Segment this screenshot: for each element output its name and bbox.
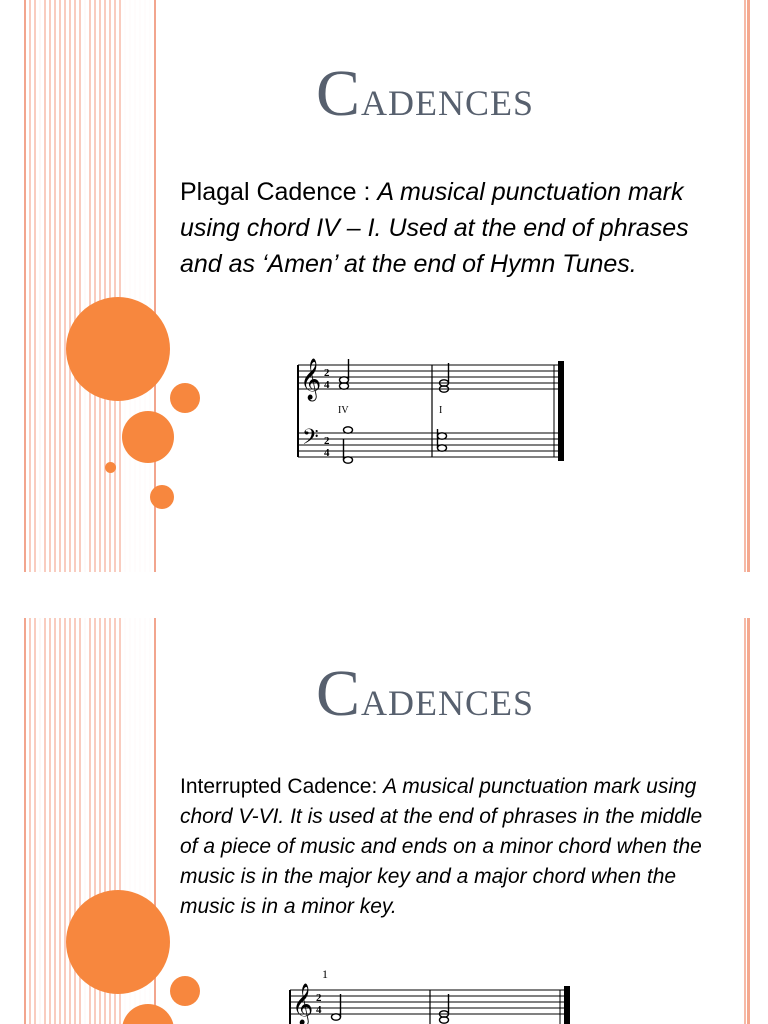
orange-circle-tiny	[105, 462, 116, 473]
time-signature-bottom: 4	[316, 1004, 322, 1016]
bass-clef-icon: 𝄢	[302, 425, 319, 454]
plagal-cadence-score	[292, 355, 568, 469]
time-signature-top: 2	[316, 992, 322, 1004]
orange-circle-small	[150, 485, 174, 509]
final-barline-thick	[558, 361, 564, 461]
term-separator: :	[356, 178, 378, 206]
stripe-line	[24, 618, 26, 1024]
chord-v-notes	[332, 994, 341, 1020]
treble-clef-icon: 𝄞	[300, 359, 322, 399]
chord-label-iv: IV	[338, 405, 349, 416]
measure-number: 1	[322, 967, 328, 981]
time-signature-top: 2	[324, 435, 330, 447]
final-barline-thick	[564, 986, 570, 1024]
chord-vi-notes	[440, 994, 449, 1023]
interrupted-cadence-score	[284, 964, 574, 1024]
term-separator: :	[371, 775, 384, 798]
right-stripe-decoration	[744, 618, 750, 1024]
time-signature-bottom: 4	[324, 447, 330, 459]
term-definition: A musical punctuation mark using chord IV – I. Used at the end of phrases and as ‘Amen’ at the end of Hymn Tunes.	[180, 178, 689, 278]
orange-circle-small	[170, 976, 200, 1006]
term-label: Interrupted Cadence	[180, 775, 372, 798]
slide-title: Cadences	[315, 657, 535, 730]
interrupted-cadence-text	[180, 772, 725, 922]
slide-gap	[0, 572, 768, 618]
left-stripes-decoration	[24, 0, 158, 572]
orange-circle-large	[66, 297, 170, 401]
orange-circle-small	[170, 383, 200, 413]
time-signature-top: 2	[324, 367, 330, 379]
term-label: Plagal Cadence	[180, 178, 357, 206]
orange-circle-large	[66, 890, 170, 994]
chord-label-i: I	[439, 405, 443, 416]
slide-2	[0, 618, 768, 1024]
time-signature-bottom: 4	[324, 379, 330, 391]
term-definition: A musical punctuation mark using chord V-VI. It is used at the end of phrases in the middle of a piece of music and ends on a minor chord when the music is in the major key and a major chord when the music is in a minor key.	[180, 775, 703, 918]
plagal-cadence-text	[180, 174, 710, 282]
treble-clef-icon: 𝄞	[292, 984, 314, 1024]
right-stripe-decoration	[744, 0, 750, 572]
slide-title: Cadences	[315, 57, 535, 130]
stripe-line	[24, 0, 26, 572]
orange-circle-medium	[122, 411, 174, 463]
